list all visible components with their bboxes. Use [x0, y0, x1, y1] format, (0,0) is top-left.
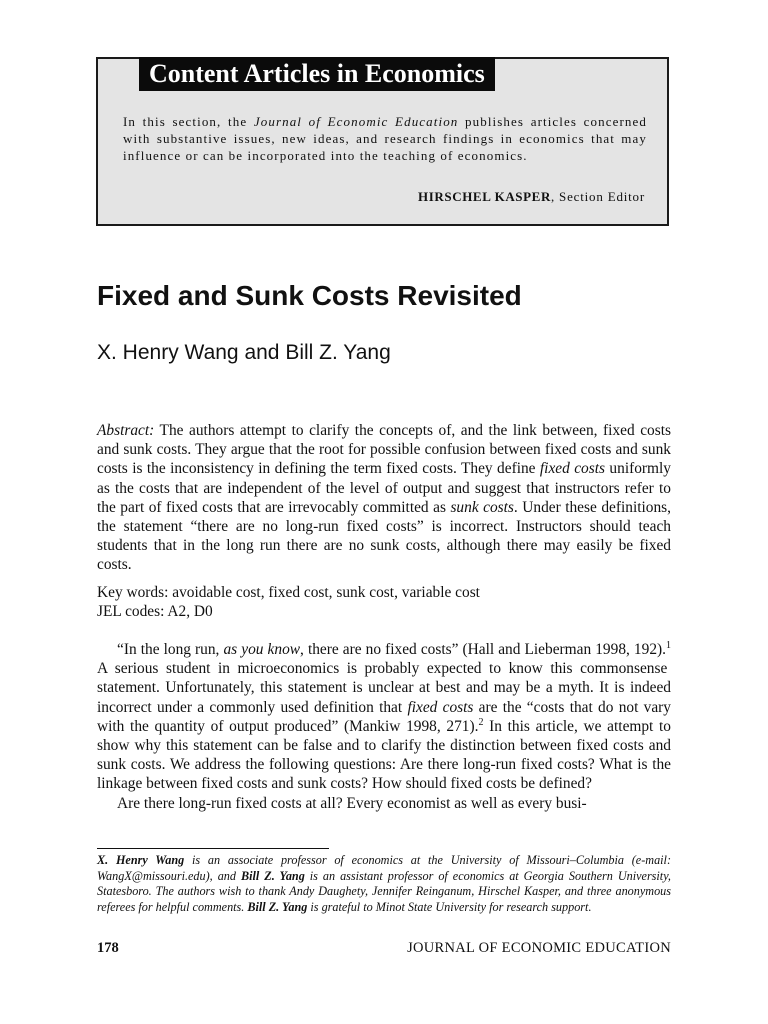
- author-footnote: [97, 853, 671, 915]
- jel-codes-line: JEL codes: A2, D0: [97, 603, 213, 621]
- abstract-em-sunk-costs: sunk costs: [450, 498, 514, 516]
- p1-text-b: , there are no fixed costs” (Hall and Lieberman 1998, 192).: [300, 641, 666, 658]
- p1-text-a: “In the long run,: [117, 641, 224, 658]
- article-title: Fixed and Sunk Costs Revisited: [97, 280, 522, 311]
- page-number: 178: [97, 940, 119, 956]
- section-editor: [418, 189, 645, 205]
- p1-text-c: A serious student in microeconomics is probably expected to know this commonsense statement. Unfortunately, this statement is unclear at best and may be a myth. It is indeed incorrect under a commonly used definition that: [97, 660, 671, 716]
- journal-title-italic: Journal of Economic Education: [253, 114, 459, 129]
- section-title: Content Articles in Economics: [139, 57, 495, 91]
- p1-text-e: In this article, we attempt to show why this statement can be false and to clarify the distinction between fixed costs and sunk costs. We address the following questions: Are there long-run fixed costs? What is the linkage between fixed costs and sunk costs? How should fixed costs be defined?: [97, 717, 671, 793]
- keywords-line: Key words: avoidable cost, fixed cost, sunk cost, variable cost: [97, 584, 480, 601]
- abstract-text-3: . Under these definitions, the statement “there are no long-run fixed costs” is incorrect. Instructors should teach students that in the long run there are no sunk costs, although there may easily be fixed costs.: [97, 498, 671, 574]
- article-body: [97, 640, 671, 813]
- section-description: [123, 113, 647, 164]
- body-paragraph-1: [97, 640, 671, 794]
- editor-role: , Section Editor: [550, 189, 645, 204]
- fn-author-1: X. Henry Wang: [97, 853, 185, 867]
- fn-author-2: Bill Z. Yang: [240, 868, 305, 883]
- abstract-text-2: uniformly as the costs that are independent of the level of output and suggest that instructors refer to the part of fixed costs that are irrevocably committed as: [97, 460, 671, 516]
- keywords-block: [97, 583, 671, 621]
- footnote-ref-2: 2: [478, 716, 484, 728]
- footnote-ref-1: 1: [666, 640, 671, 651]
- fn-text-3: is grateful to Minot State University for research support.: [307, 899, 592, 914]
- p1-em-fixed-costs: fixed costs: [407, 698, 474, 716]
- p1-text-d: are the “costs that do not vary with the quantity of output produced” (Mankiw 1998, 271).: [97, 698, 671, 735]
- abstract-text-1: The authors attempt to clarify the concepts of, and the link between, fixed costs and sunk costs. They argue that the root for possible confusion between fixed costs and sunk costs is the inconsistency in defining the term fixed costs. They define: [97, 422, 671, 478]
- running-footer-journal: JOURNAL OF ECONOMIC EDUCATION: [407, 940, 671, 956]
- footnote-rule: [97, 848, 329, 849]
- fn-text-2: is an assistant professor of economics at Georgia Southern University, Statesboro. The authors wish to thank Andy Daughety, Jennifer Reinganum, Hirschel Kasper, and three anonymous referees for helpful comments.: [97, 868, 671, 914]
- article-authors: X. Henry Wang and Bill Z. Yang: [97, 341, 391, 364]
- p2-text: Are there long-run fixed costs at all? Every economist as well as every busi-: [117, 794, 587, 812]
- p1-em: as you know: [223, 641, 301, 658]
- fn-text-1: is an associate professor of economics at the University of Missouri–Columbia (e-mail: WangX@missouri.edu), and: [97, 853, 672, 883]
- abstract-label: Abstract:: [97, 422, 155, 439]
- abstract: [97, 421, 671, 575]
- editor-name: HIRSCHEL KASPER: [418, 189, 551, 204]
- section-header-box: [96, 57, 669, 226]
- section-desc-text-rest: publishes articles concerned with substantive issues, new ideas, and research findings in economics that may influence or can be incorporated into the teaching of economics.: [123, 114, 647, 163]
- body-paragraph-2: [97, 794, 671, 813]
- fn-author-3: Bill Z. Yang: [247, 899, 308, 914]
- section-desc-text: In this section, the: [123, 114, 254, 129]
- abstract-em-fixed-costs: fixed costs: [539, 460, 606, 478]
